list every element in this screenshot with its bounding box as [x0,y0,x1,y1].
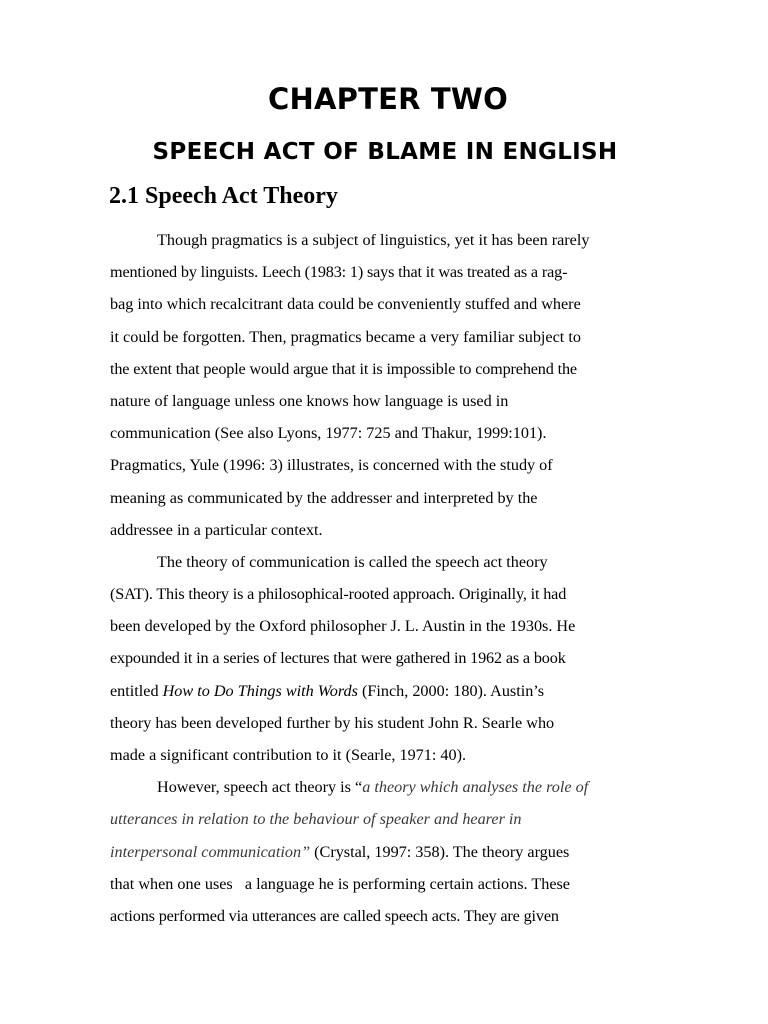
paragraph-2-line [110,675,670,707]
paragraph-1-line: Pragmatics, Yule (1996: 3) illustrates, is concerned with the study of [110,456,553,475]
paragraph-1-line: mentioned by linguists. Leech (1983: 1) says that it was treated as a rag- [110,263,568,282]
chapter-subtitle: SPEECH ACT OF BLAME IN ENGLISH [152,139,618,165]
paragraph-1-line: Though pragmatics is a subject of linguistics, yet it has been rarely [157,231,590,249]
paragraph-2-line: (SAT). This theory is a philosophical-rooted approach. Originally, it had [110,585,567,604]
chapter-title: CHAPTER TWO [268,82,508,116]
quotation: utterances in relation to the behaviour of speaker and hearer in [110,810,522,829]
paragraph-1-line: meaning as communicated by the addresser and interpreted by the [110,488,538,507]
paragraph-2-line: made a significant contribution to it (Searle, 1971: 40). [110,746,467,764]
paragraph-3-line [110,771,670,803]
paragraph-2-line: been developed by the Oxford philosopher J. L. Austin in the 1930s. He [110,617,576,636]
paragraph-1-line: communication (See also Lyons, 1977: 725 and Thakur, 1999:101). [110,424,547,443]
body-text [110,224,670,932]
paragraph-3-line [110,803,670,835]
text-run: (Finch, 2000: 180). Austin’s [357,681,545,700]
paragraph-1-line: bag into which recalcitrant data could be conveniently stuffed and where [110,295,581,314]
paragraph-1-line: it could be forgotten. Then, pragmatics became a very familiar subject to [110,327,581,346]
paragraph-3-line: that when one uses a language he is performing certain actions. These [110,874,570,893]
book-title: How to Do Things with Words [162,681,358,700]
text-run: entitled [110,681,163,700]
paragraph-2-line: expounded it in a series of lectures that were gathered in 1962 as a book [110,649,566,668]
paragraph-1-line: the extent that people would argue that it is impossible to comprehend the [110,359,577,378]
paragraph-2-line: theory has been developed further by his student John R. Searle who [110,713,555,732]
quotation: a theory which analyses the role of [362,778,589,797]
section-number: 2.1 [109,183,139,209]
paragraph-3-line [110,836,670,868]
paragraph-1-line: nature of language unless one knows how language is used in [110,391,509,410]
paragraph-1-line: addressee in a particular context. [110,520,323,539]
paragraph-2-line: The theory of communication is called the speech act theory [157,552,548,571]
text-run: (Crystal, 1997: 358). The theory argues [310,842,570,861]
text-run: However, speech act theory is “ [157,778,363,797]
section-title: Speech Act Theory [145,183,338,209]
quotation: interpersonal communication” [110,842,311,861]
section-heading [109,183,338,210]
paragraph-3-line: actions performed via utterances are called speech acts. They are given [110,906,559,925]
